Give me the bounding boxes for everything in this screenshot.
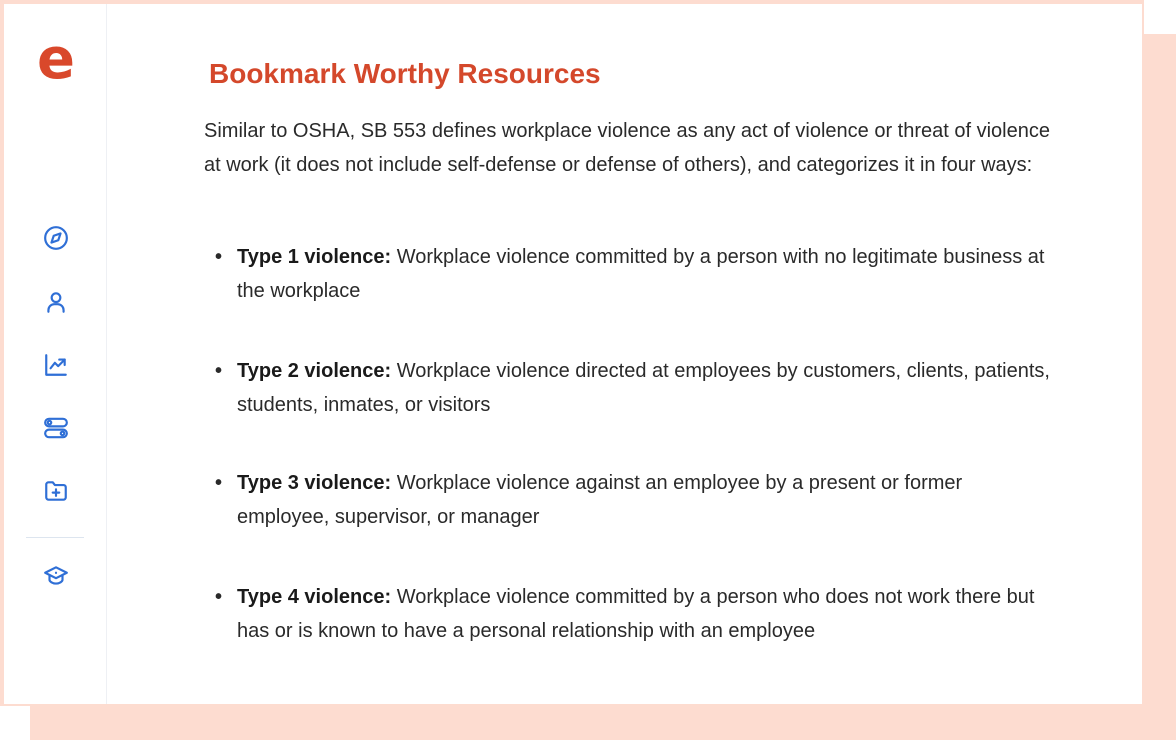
intro-paragraph: Similar to OSHA, SB 553 defines workplace violence as any act of violence or threat of violence at work (it does not include self-defense or defense of others), and categorizes it in four ways: — [204, 120, 1050, 176]
trending-up-icon[interactable] — [42, 351, 70, 379]
folder-plus-icon[interactable] — [42, 477, 70, 505]
list-item — [215, 240, 1057, 308]
compass-icon[interactable] — [42, 224, 70, 252]
list-item — [215, 580, 1057, 648]
type-term: Type 4 violence: — [237, 586, 392, 608]
app-window — [4, 4, 1142, 704]
type-term: Type 2 violence: — [237, 360, 392, 382]
list-item — [215, 354, 1057, 422]
graduation-cap-icon[interactable] — [42, 562, 70, 590]
type-term: Type 1 violence: — [237, 246, 392, 268]
type-description: Workplace violence against an employee by a present or former employee, supervisor, or manager — [237, 472, 963, 528]
type-term: Type 3 violence: — [237, 472, 392, 494]
type-description: Workplace violence directed at employees by customers, clients, patients, students, inmates, or visitors — [237, 360, 1050, 416]
bullet: • — [215, 246, 223, 268]
list-item — [215, 466, 1057, 534]
bullet: • — [215, 472, 223, 494]
toggles-icon[interactable] — [42, 414, 70, 442]
app-logo[interactable]: e — [37, 27, 75, 92]
page-title: Bookmark Worthy Resources — [209, 58, 601, 89]
user-icon[interactable] — [42, 288, 70, 316]
type-description: Workplace violence committed by a person with no legitimate business at the workplace — [237, 246, 1045, 302]
sidebar-divider — [26, 537, 84, 538]
sidebar — [4, 4, 107, 704]
bullet: • — [215, 586, 223, 608]
bullet: • — [215, 360, 223, 382]
type-description: Workplace violence committed by a person who does not work there but has or is known to have a personal relationship with an employee — [237, 586, 1035, 642]
